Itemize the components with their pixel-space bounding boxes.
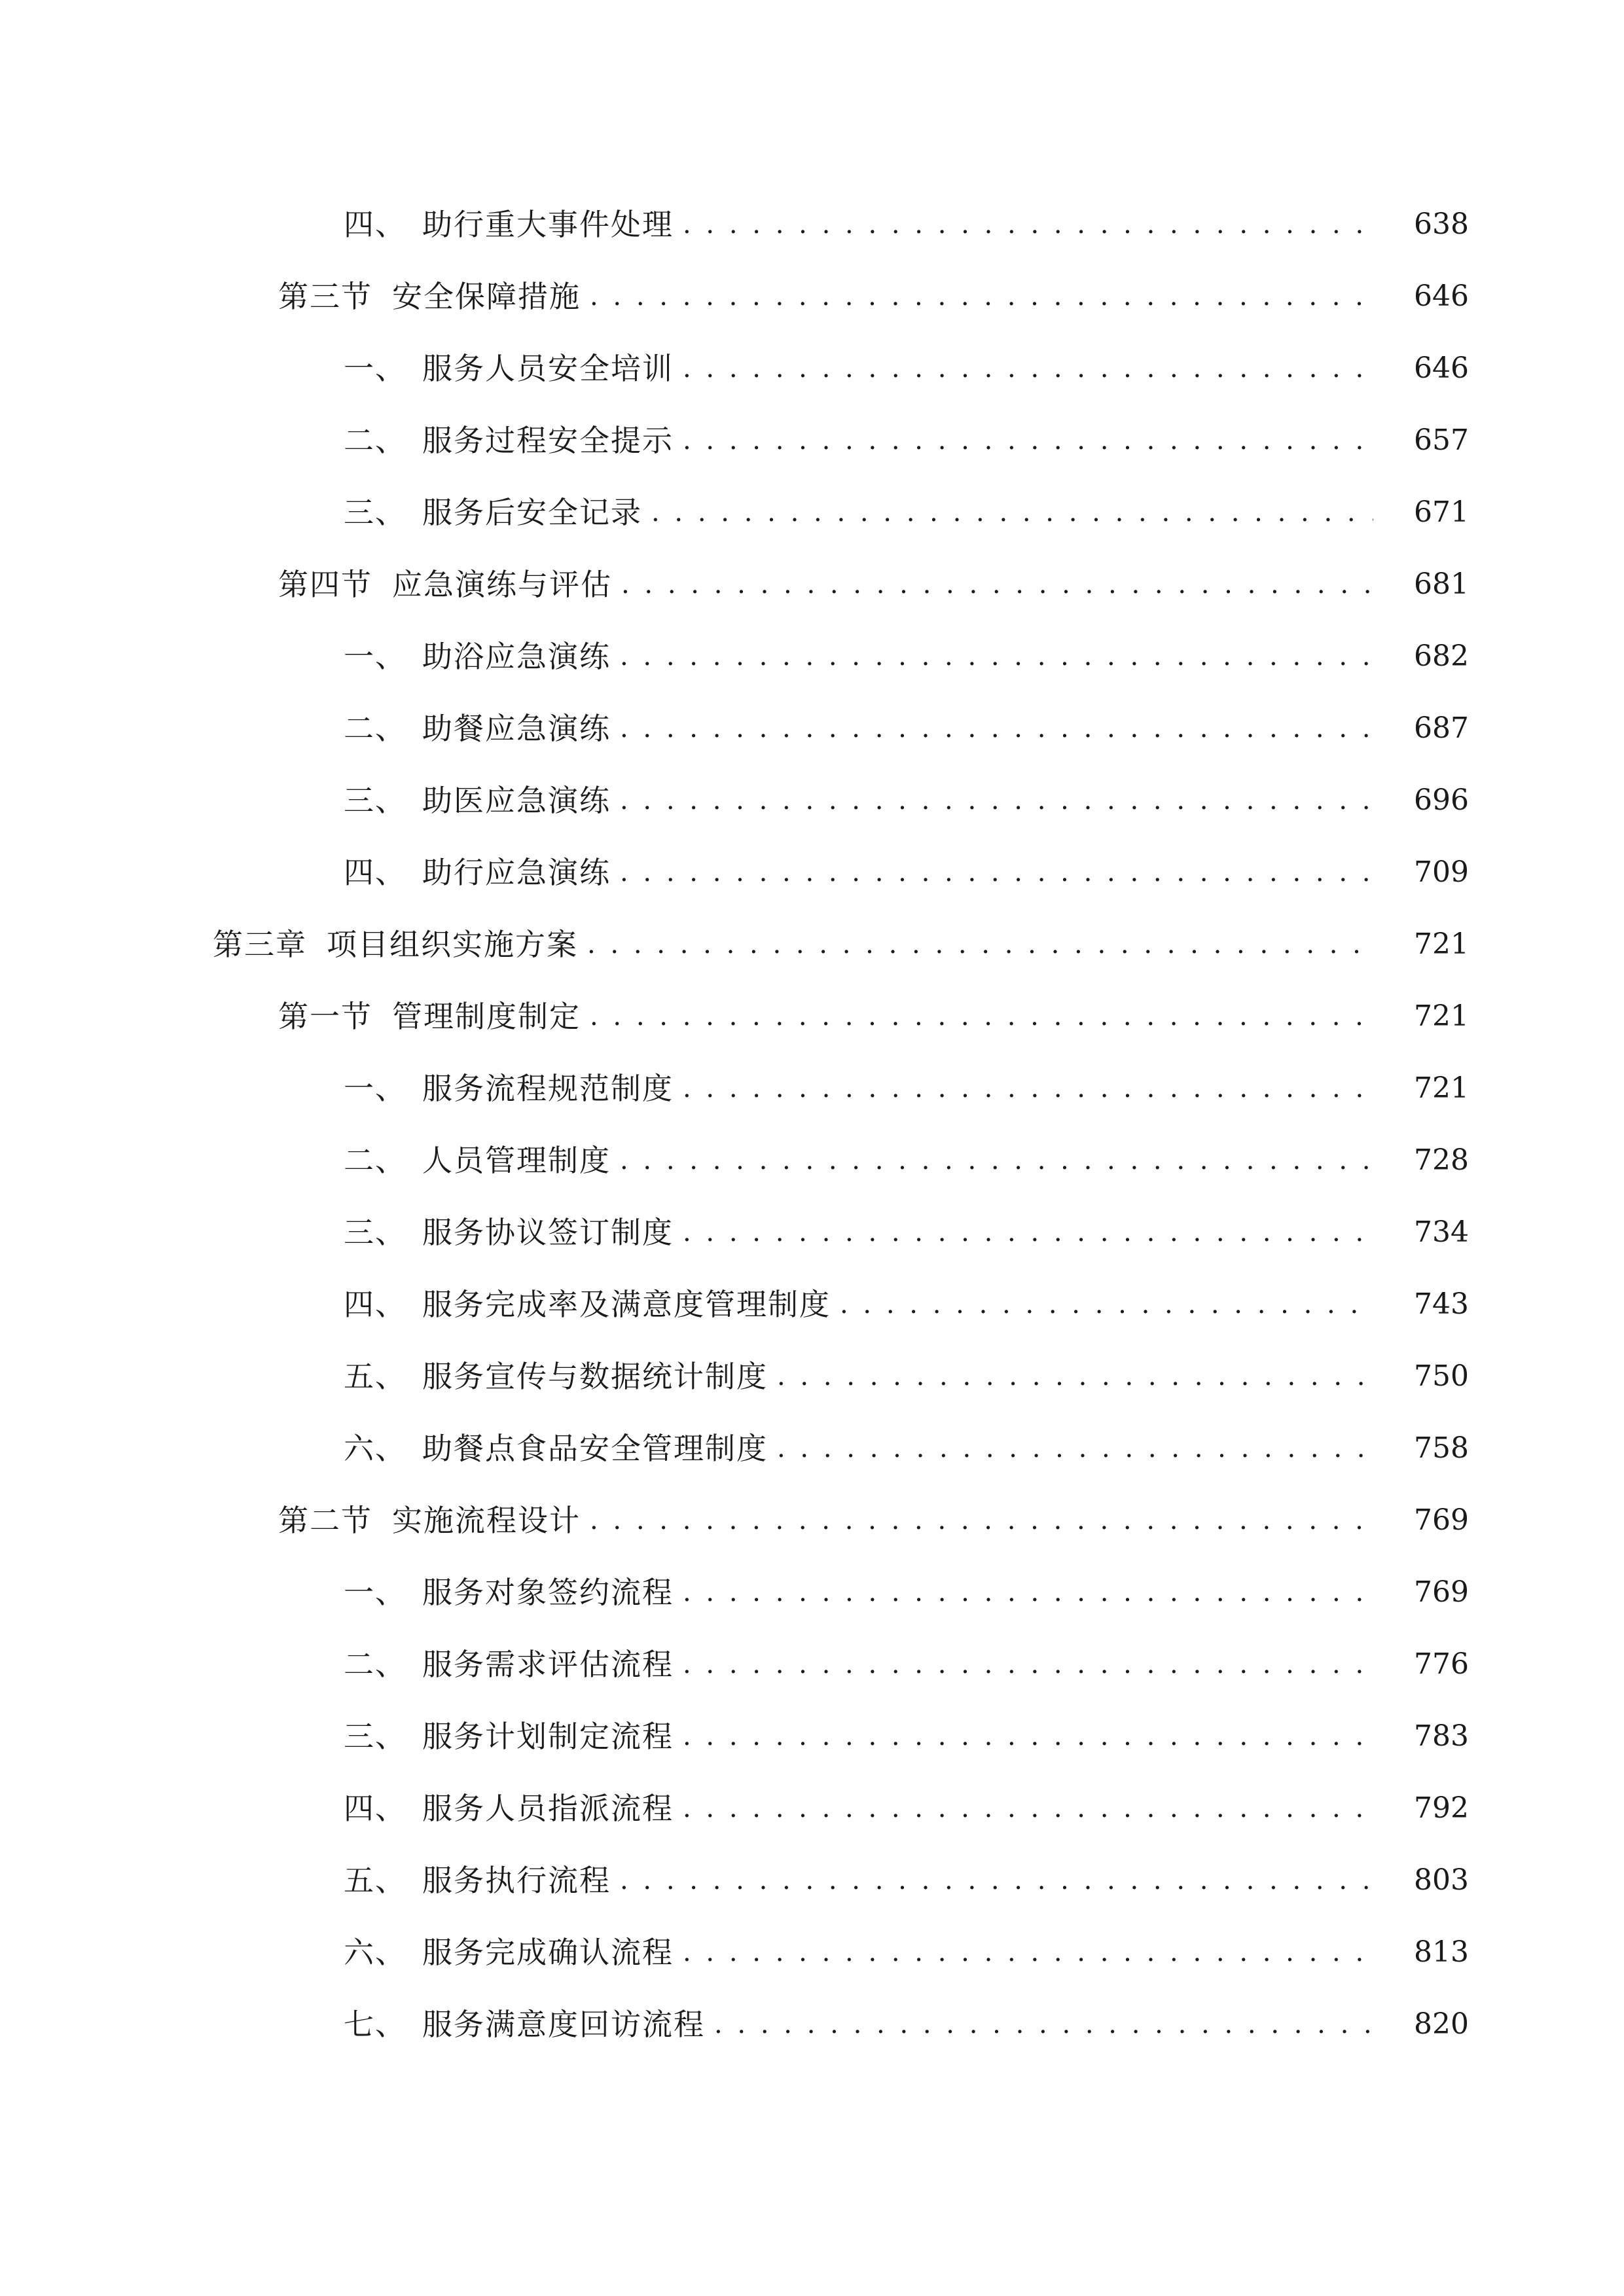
dot-leader: [620, 857, 1373, 888]
toc-entry-title: 人员管理制度: [422, 1143, 611, 1178]
toc-entry-title: 服务满意度回访流程: [422, 2007, 705, 2042]
toc-entry-number: 六、: [344, 1431, 406, 1466]
toc-entry[interactable]: [0, 548, 1624, 620]
dot-leader: [683, 1217, 1373, 1247]
toc-entry-title: 服务计划制定流程: [422, 1719, 674, 1754]
toc-entry-number: 三、: [344, 495, 406, 530]
dot-leader: [683, 1649, 1373, 1679]
toc-entry[interactable]: [0, 1988, 1624, 2060]
toc-entry[interactable]: [0, 1340, 1624, 1412]
dot-leader: [683, 425, 1373, 456]
toc-entry[interactable]: [0, 476, 1624, 548]
toc-entry[interactable]: [0, 1556, 1624, 1628]
toc-entry-page-number: 769: [1414, 1503, 1469, 1537]
dot-leader: [620, 1145, 1373, 1175]
toc-entry-page-number: 783: [1414, 1719, 1469, 1753]
toc-entry-number: 五、: [344, 1359, 406, 1394]
toc-entry-number: 一、: [344, 1071, 406, 1106]
dot-leader: [620, 641, 1373, 672]
table-of-contents: [0, 188, 1624, 2060]
toc-entry-title: 服务执行流程: [422, 1863, 611, 1898]
toc-entry-number: 第一节: [278, 999, 372, 1034]
toc-entry-title: 服务需求评估流程: [422, 1647, 674, 1682]
toc-entry-number: 三、: [344, 1215, 406, 1250]
dot-leader: [590, 1505, 1373, 1535]
toc-entry-title: 助餐点食品安全管理制度: [422, 1431, 768, 1466]
toc-entry-title: 助行重大事件处理: [422, 207, 674, 242]
toc-entry-page-number: 743: [1414, 1287, 1469, 1321]
toc-entry-page-number: 721: [1414, 1071, 1469, 1105]
dot-leader: [777, 1433, 1373, 1463]
toc-entry-number: 三、: [344, 1719, 406, 1754]
toc-entry-page-number: 687: [1414, 711, 1469, 745]
dot-leader: [683, 353, 1373, 384]
toc-entry[interactable]: [0, 1052, 1624, 1124]
toc-entry-number: 第四节: [278, 567, 372, 602]
toc-entry[interactable]: [0, 1484, 1624, 1556]
toc-entry-number: 三、: [344, 783, 406, 818]
toc-entry[interactable]: [0, 1196, 1624, 1268]
dot-leader: [590, 1001, 1373, 1031]
toc-entry-title: 助浴应急演练: [422, 639, 611, 674]
dot-leader: [620, 785, 1373, 816]
toc-entry-title: 服务人员指派流程: [422, 1791, 674, 1826]
toc-entry-number: 六、: [344, 1935, 406, 1970]
toc-entry-number: 二、: [344, 711, 406, 746]
toc-entry[interactable]: [0, 332, 1624, 404]
toc-entry-number: 七、: [344, 2007, 406, 2042]
toc-entry[interactable]: [0, 620, 1624, 692]
toc-entry-page-number: 776: [1414, 1647, 1469, 1681]
toc-entry-number: 四、: [344, 1791, 406, 1826]
toc-entry-page-number: 803: [1414, 1863, 1469, 1897]
toc-entry-title: 服务后安全记录: [422, 495, 642, 530]
toc-entry-title: 助餐应急演练: [422, 711, 611, 746]
toc-entry-number: 一、: [344, 351, 406, 386]
toc-entry-page-number: 813: [1414, 1935, 1469, 1969]
toc-entry-title: 助医应急演练: [422, 783, 611, 818]
toc-entry-title: 服务协议签订制度: [422, 1215, 674, 1250]
toc-entry-title: 服务过程安全提示: [422, 423, 674, 458]
dot-leader: [620, 713, 1373, 744]
toc-entry-page-number: 750: [1414, 1359, 1469, 1393]
toc-entry-number: 五、: [344, 1863, 406, 1898]
toc-entry-number: 二、: [344, 1143, 406, 1178]
toc-entry[interactable]: [0, 692, 1624, 764]
dot-leader: [714, 2009, 1373, 2039]
dot-leader: [683, 1073, 1373, 1103]
toc-entry-page-number: 646: [1414, 279, 1469, 313]
dot-leader: [777, 1361, 1373, 1391]
toc-entry-number: 二、: [344, 1647, 406, 1682]
toc-entry-page-number: 681: [1414, 567, 1469, 601]
toc-entry-number: 二、: [344, 423, 406, 458]
toc-entry-page-number: 696: [1414, 783, 1469, 817]
toc-entry[interactable]: [0, 1916, 1624, 1988]
toc-entry[interactable]: [0, 1772, 1624, 1844]
dot-leader: [683, 209, 1373, 240]
toc-entry-title: 服务完成率及满意度管理制度: [422, 1287, 831, 1322]
toc-entry-number: 第三章: [213, 927, 307, 962]
toc-entry-page-number: 657: [1414, 423, 1469, 457]
toc-entry-number: 四、: [344, 1287, 406, 1322]
dot-leader: [840, 1289, 1373, 1319]
toc-entry[interactable]: [0, 1628, 1624, 1700]
toc-entry-title: 项目组织实施方案: [327, 927, 578, 962]
toc-entry-page-number: 646: [1414, 351, 1469, 385]
toc-entry-title: 服务流程规范制度: [422, 1071, 674, 1106]
toc-entry-title: 服务人员安全培训: [422, 351, 674, 386]
toc-entry-title: 安全保障措施: [392, 279, 581, 314]
toc-entry-page-number: 758: [1414, 1431, 1469, 1465]
toc-entry-page-number: 728: [1414, 1143, 1469, 1177]
dot-leader: [620, 1865, 1373, 1895]
toc-entry[interactable]: [0, 764, 1624, 836]
toc-entry-title: 实施流程设计: [392, 1503, 581, 1538]
toc-entry-page-number: 638: [1414, 207, 1469, 241]
toc-entry[interactable]: [0, 836, 1624, 908]
toc-entry-page-number: 769: [1414, 1575, 1469, 1609]
toc-entry-title: 服务宣传与数据统计制度: [422, 1359, 768, 1394]
dot-leader: [590, 281, 1373, 312]
toc-entry[interactable]: [0, 1412, 1624, 1484]
toc-entry-page-number: 721: [1414, 927, 1469, 961]
toc-entry-title: 服务对象签约流程: [422, 1575, 674, 1610]
toc-entry-page-number: 721: [1414, 999, 1469, 1033]
dot-leader: [621, 569, 1373, 600]
toc-entry[interactable]: [0, 188, 1624, 260]
toc-entry[interactable]: [0, 1844, 1624, 1916]
dot-leader: [683, 1937, 1373, 1967]
toc-entry-title: 管理制度制定: [392, 999, 581, 1034]
toc-entry[interactable]: [0, 908, 1624, 980]
dot-leader: [683, 1577, 1373, 1607]
toc-entry-page-number: 734: [1414, 1215, 1469, 1249]
toc-entry-page-number: 682: [1414, 639, 1469, 673]
toc-entry-page-number: 709: [1414, 855, 1469, 889]
toc-entry-page-number: 671: [1414, 495, 1469, 529]
toc-entry[interactable]: [0, 260, 1624, 332]
toc-entry-title: 应急演练与评估: [392, 567, 612, 602]
toc-entry-number: 第二节: [278, 1503, 372, 1538]
toc-entry-number: 一、: [344, 1575, 406, 1610]
toc-entry[interactable]: [0, 404, 1624, 476]
toc-entry-number: 四、: [344, 207, 406, 242]
dot-leader: [587, 929, 1373, 960]
toc-entry[interactable]: [0, 1268, 1624, 1340]
dot-leader: [683, 1721, 1373, 1751]
toc-entry-page-number: 792: [1414, 1791, 1469, 1825]
toc-entry-number: 一、: [344, 639, 406, 674]
toc-entry-title: 助行应急演练: [422, 855, 611, 890]
toc-entry-page-number: 820: [1414, 2007, 1469, 2041]
toc-entry[interactable]: [0, 1124, 1624, 1196]
toc-entry-title: 服务完成确认流程: [422, 1935, 674, 1970]
dot-leader: [683, 1793, 1373, 1823]
toc-entry-number: 第三节: [278, 279, 372, 314]
toc-entry[interactable]: [0, 980, 1624, 1052]
toc-entry[interactable]: [0, 1700, 1624, 1772]
toc-entry-number: 四、: [344, 855, 406, 890]
dot-leader: [651, 497, 1373, 528]
